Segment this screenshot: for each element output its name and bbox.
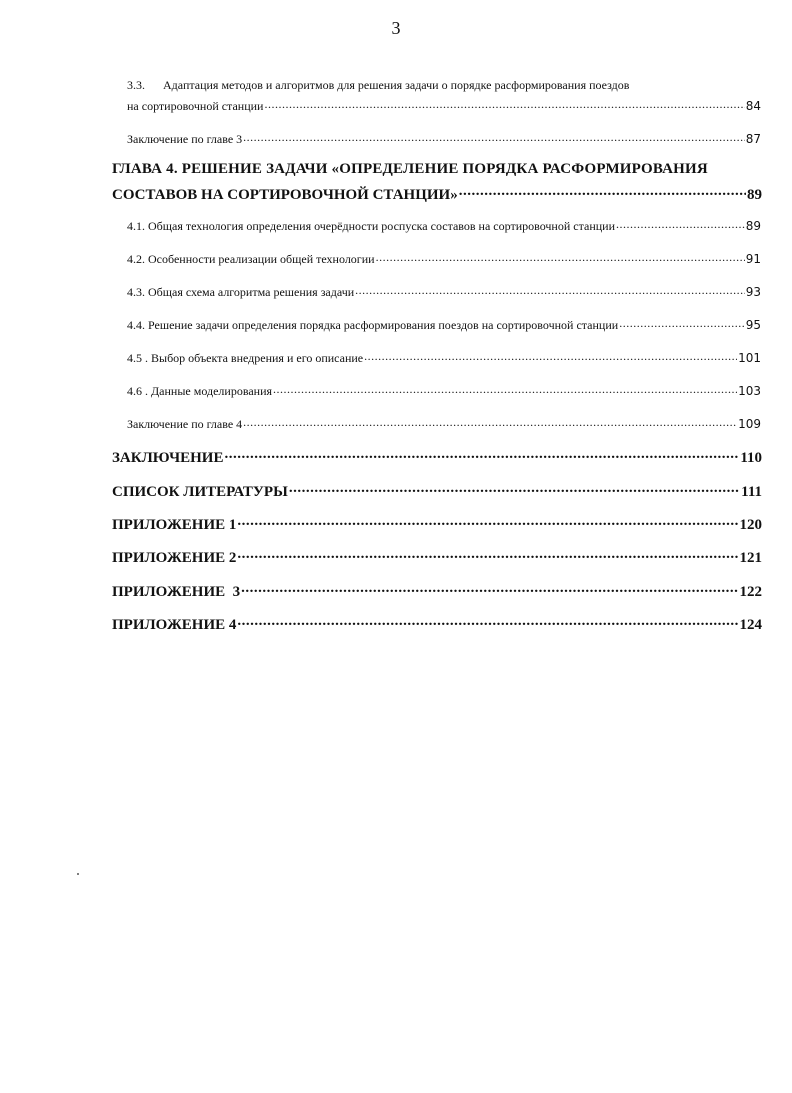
toc-entry-page: 121 [739,550,762,566]
toc-entry-page: 87 [745,132,761,146]
toc-entry-page: 120 [739,517,762,533]
toc-entry-page: 89 [745,219,761,233]
toc-entry-label: ЗАКЛЮЧЕНИЕ [112,450,224,466]
dot-leader [619,317,745,329]
dot-leader [237,614,738,629]
toc-entry-page: 103 [738,384,761,398]
dot-leader [459,184,746,199]
dot-leader [273,383,737,395]
toc-entry-3-3-line1 [127,78,629,93]
toc-entry-4-2[interactable] [127,251,761,267]
toc-entry-label: 4.3. Общая схема алгоритма решения задачи [127,285,355,299]
toc-entry-page: 122 [739,584,762,600]
toc-entry-label: 4.1. Общая технология определения очерёдности роспуска составов на сортировочной станции [127,219,616,233]
toc-entry-page: 101 [738,351,761,365]
toc-entry-page: 124 [739,617,762,633]
toc-entry-4-6[interactable] [127,383,761,399]
toc-entry-label: Заключение по главе 3 [127,132,243,146]
toc-entry-3-conclusion[interactable] [127,131,761,147]
dot-leader [237,514,738,529]
toc-entry-label: ПРИЛОЖЕНИЕ 4 [112,617,237,633]
toc-chapter-4-title-cont: СОСТАВОВ НА СОРТИРОВОЧНОЙ СТАНЦИИ» [112,187,458,203]
toc-appendix-1[interactable] [112,514,762,534]
toc-entry-4-5[interactable] [127,350,761,366]
toc-entry-label: ПРИЛОЖЕНИЕ 3 [112,584,241,600]
toc-entry-4-4[interactable] [127,317,761,333]
dot-leader [241,581,738,596]
toc-entry-4-3[interactable] [127,284,761,300]
toc-entry-3-3-title-cont: на сортировочной станции [127,99,264,113]
dot-leader [264,98,744,110]
toc-appendix-3[interactable] [112,581,762,601]
toc-entry-3-3-page: 84 [745,99,761,113]
dot-leader [355,284,745,296]
toc-entry-3-3-number: 3.3. [127,78,145,92]
toc-entry-label: ПРИЛОЖЕНИЕ 1 [112,517,237,533]
toc-appendix-4[interactable] [112,614,762,634]
toc-literature[interactable] [112,481,762,501]
toc-chapter-4-line1: ГЛАВА 4. РЕШЕНИЕ ЗАДАЧИ «ОПРЕДЕЛЕНИЕ ПОРЯДКА РАСФОРМИРОВАНИЯ [112,161,708,177]
dot-leader [289,481,740,496]
toc-entry-label: 4.4. Решение задачи определения порядка расформирования поездов на сортировочной станции [127,318,619,332]
page-number: 3 [391,18,401,38]
toc-chapter-4[interactable] [112,184,762,204]
toc-appendix-2[interactable] [112,547,762,567]
toc-entry-page: 109 [738,417,761,431]
toc-entry-label: ПРИЛОЖЕНИЕ 2 [112,550,237,566]
toc-entry-label: Заключение по главе 4 [127,417,243,431]
toc-chapter-4-page: 89 [747,187,762,203]
toc-entry-label: 4.2. Особенности реализации общей технологии [127,252,375,266]
toc-entry-page: 110 [740,450,762,466]
toc-entry-4-1[interactable] [127,218,761,234]
dot-leader [243,416,737,428]
toc-entry-page: 111 [741,484,762,500]
toc-entry-4-conclusion[interactable] [127,416,761,432]
toc-entry-label: СПИСОК ЛИТЕРАТУРЫ [112,484,288,500]
dot-leader [616,218,745,230]
dot-leader [376,251,745,263]
dot-leader [243,131,745,143]
toc-entry-3-3-title: Адаптация методов и алгоритмов для решения задачи о порядке расформирования поездов [163,78,630,92]
toc-entry-page: 93 [745,285,761,299]
scan-speck [77,873,79,875]
toc-entry-label: 4.6 . Данные моделирования [127,384,273,398]
dot-leader [237,547,738,562]
toc-entry-3-3[interactable] [127,98,761,114]
toc-entry-label: 4.5 . Выбор объекта внедрения и его описание [127,351,364,365]
toc-entry-page: 95 [745,318,761,332]
toc-conclusion[interactable] [112,447,762,467]
dot-leader [224,447,739,462]
toc-entry-page: 91 [745,252,761,266]
dot-leader [364,350,737,362]
